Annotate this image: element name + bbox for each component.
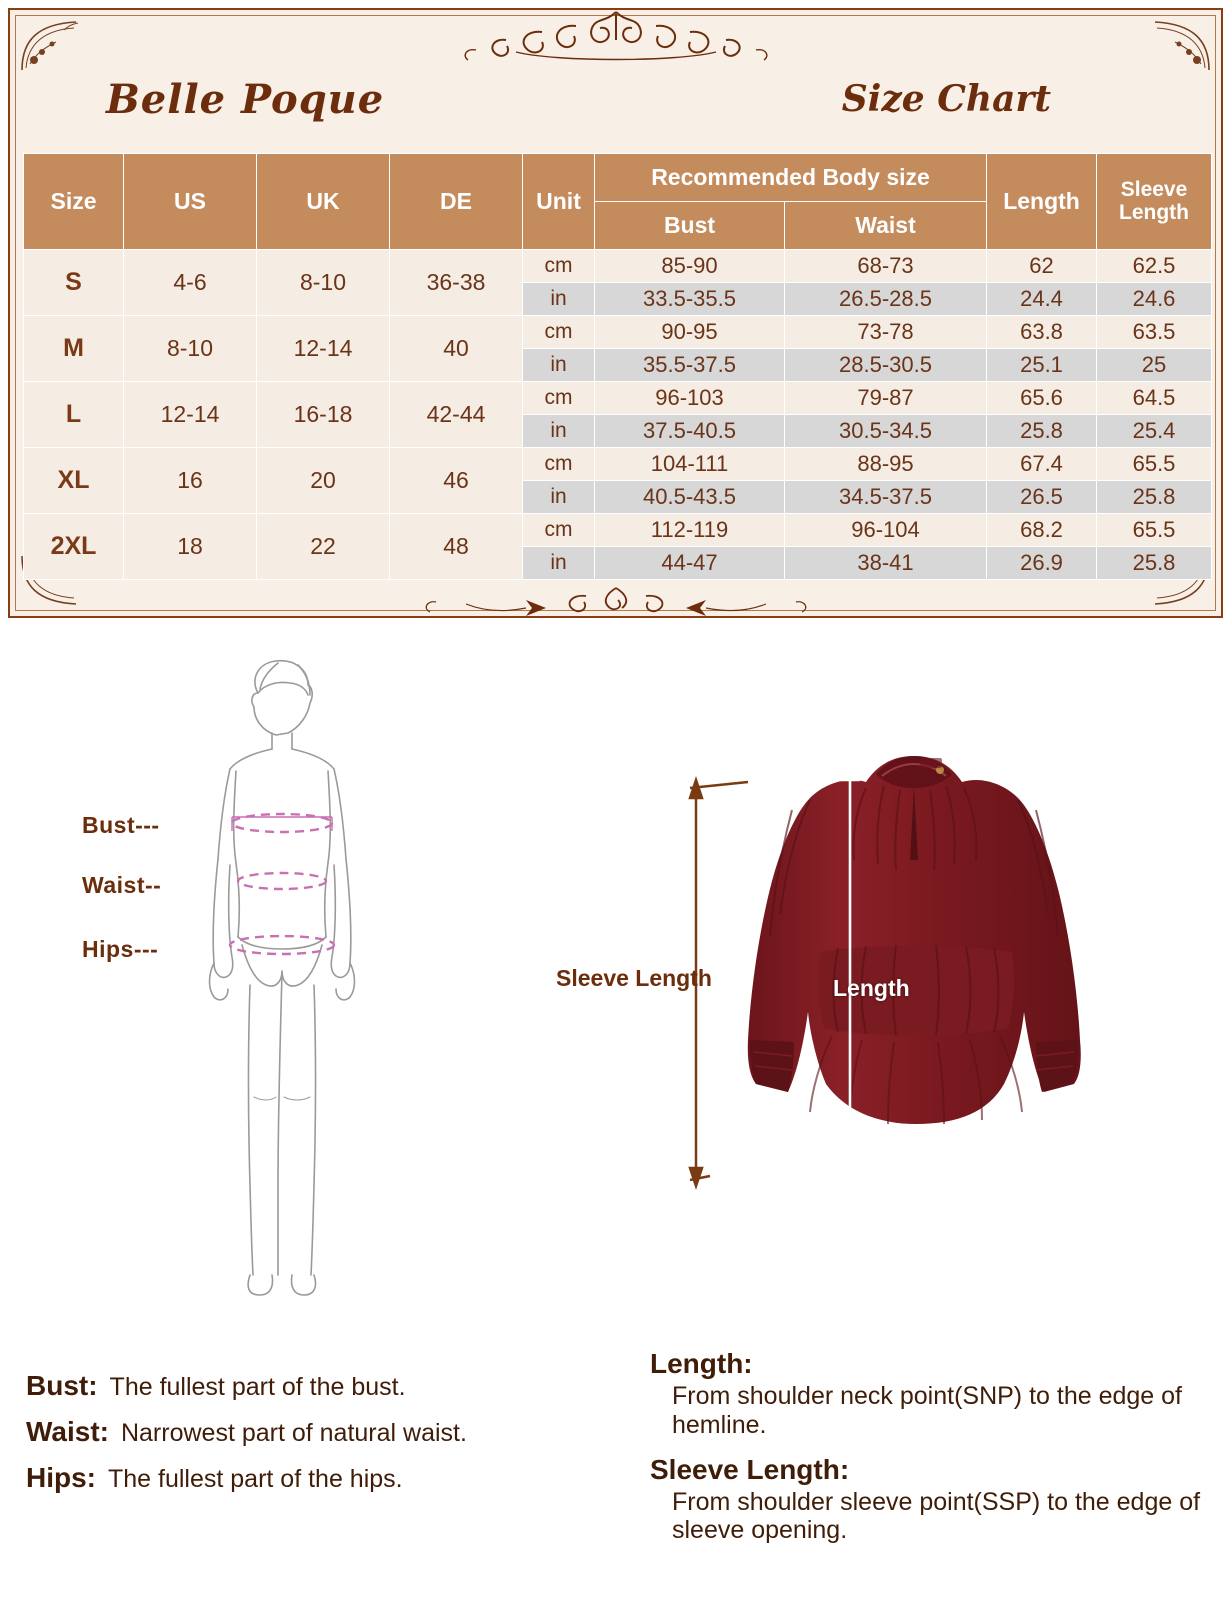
top-flourish-icon — [456, 8, 776, 68]
cell-sleeve: 25 — [1097, 349, 1212, 382]
table-row — [24, 250, 1212, 283]
th-recommended-body-size: Recommended Body size — [595, 154, 987, 202]
cell-uk: 16-18 — [257, 382, 390, 448]
figure-label-waist: Waist-- — [82, 872, 162, 898]
cell-us: 18 — [124, 514, 257, 580]
cell-uk: 12-14 — [257, 316, 390, 382]
table-header-row — [24, 154, 1212, 202]
cell-unit: cm — [523, 382, 595, 415]
cell-de: 46 — [390, 448, 523, 514]
cell-sleeve: 25.8 — [1097, 481, 1212, 514]
cell-de: 36-38 — [390, 250, 523, 316]
cell-size: M — [24, 316, 124, 382]
cell-length: 26.9 — [987, 547, 1097, 580]
cell-length: 68.2 — [987, 514, 1097, 547]
definition-text: Narrowest part of natural waist. — [120, 1419, 467, 1447]
cell-length: 25.8 — [987, 415, 1097, 448]
cell-waist: 68-73 — [785, 250, 987, 283]
definition-term: Hips: — [26, 1462, 96, 1493]
cell-length: 65.6 — [987, 382, 1097, 415]
cell-length: 24.4 — [987, 283, 1097, 316]
cell-uk: 22 — [257, 514, 390, 580]
definition-term: Sleeve Length: — [650, 1453, 850, 1485]
measurement-definitions-right — [650, 1348, 1210, 1559]
definition-text: From shoulder neck point(SNP) to the edge of hemline. — [672, 1382, 1182, 1439]
th-us: US — [124, 154, 257, 250]
definition-text: From shoulder sleeve point(SSP) to the edge of sleeve opening. — [672, 1487, 1201, 1545]
waist-measure-band — [238, 873, 326, 889]
cell-unit: in — [523, 415, 595, 448]
cell-length: 62 — [987, 250, 1097, 283]
cell-sleeve: 24.6 — [1097, 283, 1212, 316]
cell-unit: cm — [523, 316, 595, 349]
cell-waist: 26.5-28.5 — [785, 283, 987, 316]
definition-sleeve-length — [650, 1454, 1210, 1546]
cell-us: 4-6 — [124, 250, 257, 316]
figure-label-hips: Hips--- — [82, 936, 159, 962]
th-de: DE — [390, 154, 523, 250]
cell-waist: 96-104 — [785, 514, 987, 547]
cell-uk: 20 — [257, 448, 390, 514]
garment-label-length: Length — [833, 975, 910, 1001]
cell-bust: 33.5-35.5 — [595, 283, 785, 316]
cell-unit: cm — [523, 448, 595, 481]
cell-waist: 34.5-37.5 — [785, 481, 987, 514]
cell-size: L — [24, 382, 124, 448]
cell-sleeve: 65.5 — [1097, 448, 1212, 481]
cell-sleeve: 63.5 — [1097, 316, 1212, 349]
bottom-flourish-icon — [406, 584, 826, 618]
cell-unit: cm — [523, 250, 595, 283]
definition-term: Bust: — [26, 1370, 98, 1401]
body-figure-illustration — [150, 645, 410, 1305]
cell-bust: 112-119 — [595, 514, 785, 547]
cell-unit: in — [523, 481, 595, 514]
cell-bust: 90-95 — [595, 316, 785, 349]
table-row — [24, 514, 1212, 547]
definition-term: Length: — [650, 1348, 753, 1379]
cell-size: XL — [24, 448, 124, 514]
cell-bust: 104-111 — [595, 448, 785, 481]
definition-length — [650, 1348, 1210, 1440]
th-unit: Unit — [523, 154, 595, 250]
definition-text: The fullest part of the bust. — [109, 1373, 406, 1401]
cell-us: 8-10 — [124, 316, 257, 382]
th-uk: UK — [257, 154, 390, 250]
cell-length: 63.8 — [987, 316, 1097, 349]
th-size: Size — [24, 154, 124, 250]
cell-sleeve: 25.8 — [1097, 547, 1212, 580]
cell-unit: cm — [523, 514, 595, 547]
th-bust: Bust — [595, 202, 785, 250]
cell-waist: 38-41 — [785, 547, 987, 580]
size-chart-table — [23, 153, 1212, 580]
hips-measure-band — [230, 936, 334, 954]
cell-bust: 44-47 — [595, 547, 785, 580]
cell-us: 16 — [124, 448, 257, 514]
cell-bust: 35.5-37.5 — [595, 349, 785, 382]
definition-bust — [26, 1370, 626, 1402]
th-waist: Waist — [785, 202, 987, 250]
cell-length: 25.1 — [987, 349, 1097, 382]
definition-term: Waist: — [26, 1416, 109, 1447]
cell-size: S — [24, 250, 124, 316]
figure-label-bust: Bust--- — [82, 812, 160, 838]
cell-waist: 79-87 — [785, 382, 987, 415]
cell-waist: 73-78 — [785, 316, 987, 349]
th-length: Length — [987, 154, 1097, 250]
cell-sleeve: 65.5 — [1097, 514, 1212, 547]
table-row — [24, 448, 1212, 481]
corner-ornament-icon — [20, 20, 80, 72]
cell-waist: 88-95 — [785, 448, 987, 481]
cell-sleeve: 62.5 — [1097, 250, 1212, 283]
table-row — [24, 316, 1212, 349]
cell-sleeve: 25.4 — [1097, 415, 1212, 448]
corner-ornament-icon — [1151, 20, 1211, 72]
definition-hips — [26, 1462, 626, 1494]
cell-unit: in — [523, 349, 595, 382]
definition-waist — [26, 1416, 626, 1448]
page-title: Size Chart — [841, 78, 1051, 120]
cell-bust: 96-103 — [595, 382, 785, 415]
th-sleeve-length: Sleeve Length — [1097, 154, 1212, 250]
cell-bust: 85-90 — [595, 250, 785, 283]
cell-unit: in — [523, 547, 595, 580]
definition-text: The fullest part of the hips. — [108, 1465, 403, 1493]
cell-de: 42-44 — [390, 382, 523, 448]
cell-bust: 40.5-43.5 — [595, 481, 785, 514]
cell-size: 2XL — [24, 514, 124, 580]
cell-uk: 8-10 — [257, 250, 390, 316]
brand-title: Belle Poque — [106, 76, 385, 123]
cell-waist: 28.5-30.5 — [785, 349, 987, 382]
cell-waist: 30.5-34.5 — [785, 415, 987, 448]
cell-bust: 37.5-40.5 — [595, 415, 785, 448]
measurement-definitions-left — [26, 1370, 626, 1508]
table-row — [24, 382, 1212, 415]
garment-label-sleeve-length: Sleeve Length — [556, 965, 712, 991]
cell-us: 12-14 — [124, 382, 257, 448]
size-chart-panel — [8, 8, 1223, 618]
cell-length: 67.4 — [987, 448, 1097, 481]
cell-sleeve: 64.5 — [1097, 382, 1212, 415]
cell-de: 40 — [390, 316, 523, 382]
cell-unit: in — [523, 283, 595, 316]
cell-length: 26.5 — [987, 481, 1097, 514]
cell-de: 48 — [390, 514, 523, 580]
